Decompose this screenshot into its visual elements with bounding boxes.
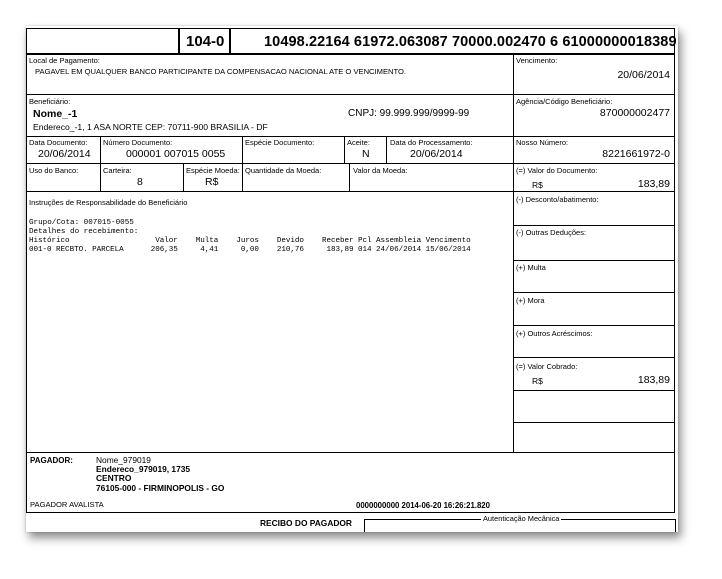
pagador-label: PAGADOR: (30, 456, 73, 465)
valor-documento-label: (=) Valor do Documento: (516, 166, 598, 175)
carteira-label: Carteira: (103, 166, 132, 175)
data-documento-value: 20/06/2014 (38, 148, 91, 160)
bank-code: 104-0 (186, 33, 225, 50)
row-line-2 (26, 136, 675, 137)
especie-moeda-value: R$ (205, 176, 219, 188)
data-processamento-value: 20/06/2014 (410, 148, 463, 160)
instrucoes-line-3: Histórico Valor Multa Juros Devido Receber Pcl Assembleia Vencimento (29, 237, 471, 245)
avalista-timestamp: 0000000000 2014-06-20 16:26:21.820 (356, 501, 490, 510)
instrucoes-line-4: 001-0 RECBTO. PARCELA 206,35 4,41 0,00 210,76 183,89 014 24/06/2014 15/06/2014 (29, 246, 471, 254)
vencimento-value: 20/06/2014 (617, 69, 670, 81)
especie-documento-label: Espécie Documento: (245, 138, 315, 147)
agencia-value: 870000002477 (599, 107, 670, 119)
row-line-1 (26, 94, 675, 95)
row-line-4 (26, 191, 675, 192)
valor-cobrado-value: 183,89 (637, 374, 670, 386)
beneficiario-address: Endereco_-1, 1 ASA NORTE CEP: 70711-900 BRASILIA - DF (33, 122, 268, 132)
banco-vline-4 (349, 163, 350, 191)
multa-label: (+) Multa (516, 263, 546, 272)
doc-vline-2 (242, 136, 243, 163)
instrucoes-line-2: Detalhes do recebimento: (29, 228, 139, 236)
aceite-label: Aceite: (347, 138, 370, 147)
instrucoes-line-1: Grupo/Cota: 007015-0055 (29, 219, 134, 227)
valor-documento-currency: R$ (532, 180, 543, 190)
side-line-1 (513, 225, 675, 226)
banco-vline-1 (100, 163, 101, 191)
mora-label: (+) Mora (516, 296, 545, 305)
boleto-sheet (26, 26, 678, 532)
header-vline-2 (229, 28, 231, 53)
banco-vline-2 (183, 163, 184, 191)
beneficiario-label: Beneficiário: (29, 97, 71, 106)
header-vline-1 (178, 28, 180, 53)
avalista-label: PAGADOR AVALISTA (30, 500, 104, 509)
outros-acrescimos-label: (+) Outros Acréscimos: (516, 329, 593, 338)
side-line-3 (513, 292, 675, 293)
desconto-label: (-) Desconto/abatimento: (516, 195, 599, 204)
pagador-district: CENTRO (96, 473, 132, 483)
side-line-2 (513, 260, 675, 261)
valor-cobrado-currency: R$ (532, 376, 543, 386)
instrucoes-label: Instruções de Responsabilidade do Beneficiário (29, 198, 188, 207)
numero-documento-label: Número Documento: (103, 138, 173, 147)
beneficiario-cnpj: CNPJ: 99.999.999/9999-99 (348, 108, 470, 119)
quantidade-moeda-label: Quantidade da Moeda: (245, 166, 322, 175)
nosso-numero-label: Nosso Número: (516, 138, 569, 147)
doc-vline-4 (386, 136, 387, 163)
valor-documento-value: 183,89 (637, 178, 670, 190)
header-divider (26, 53, 675, 55)
local-pagamento-value: PAGAVEL EM QUALQUER BANCO PARTICIPANTE DA COMPENSACAO NACIONAL ATE O VENCIMENTO. (35, 67, 407, 76)
row-line-3 (26, 163, 675, 164)
side-line-6 (513, 390, 675, 391)
data-processamento-label: Data do Processamento: (390, 138, 473, 147)
doc-vline-1 (100, 136, 101, 163)
digitable-line: 10498.22164 61972.063087 70000.002470 6 61000000018389 (264, 34, 677, 50)
uso-banco-label: Uso do Banco: (29, 166, 79, 175)
pagador-divider (26, 452, 675, 453)
numero-documento-value: 000001 007015 0055 (126, 148, 226, 160)
pagador-cep-city: 76105-000 - FIRMINOPOLIS - GO (96, 483, 225, 493)
autenticacao-label: Autenticação Mecânica (483, 514, 560, 523)
agencia-label: Agência/Código Beneficiário: (516, 97, 613, 106)
aceite-value: N (362, 148, 370, 160)
side-line-5 (513, 357, 675, 358)
banco-vline-3 (242, 163, 243, 191)
pagador-name: Nome_979019 (96, 455, 151, 465)
pagador-address: Endereco_979019, 1735 (96, 464, 191, 474)
side-line-4 (513, 325, 675, 326)
data-documento-label: Data Documento: (29, 138, 88, 147)
valor-cobrado-label: (=) Valor Cobrado: (516, 362, 578, 371)
nosso-numero-value: 8221661972-0 (602, 148, 670, 160)
valor-moeda-label: Valor da Moeda: (353, 166, 408, 175)
local-pagamento-label: Local de Pagamento: (29, 56, 100, 65)
especie-moeda-label: Espécie Moeda: (186, 166, 240, 175)
doc-vline-3 (344, 136, 345, 163)
right-column-divider (513, 54, 514, 452)
side-line-7 (513, 422, 675, 423)
carteira-value: 8 (137, 176, 143, 188)
outras-deducoes-label: (-) Outras Deduções: (516, 228, 587, 237)
beneficiario-name: Nome_-1 (33, 108, 78, 120)
vencimento-label: Vencimento: (516, 56, 558, 65)
recibo-pagador: RECIBO DO PAGADOR (260, 518, 352, 528)
